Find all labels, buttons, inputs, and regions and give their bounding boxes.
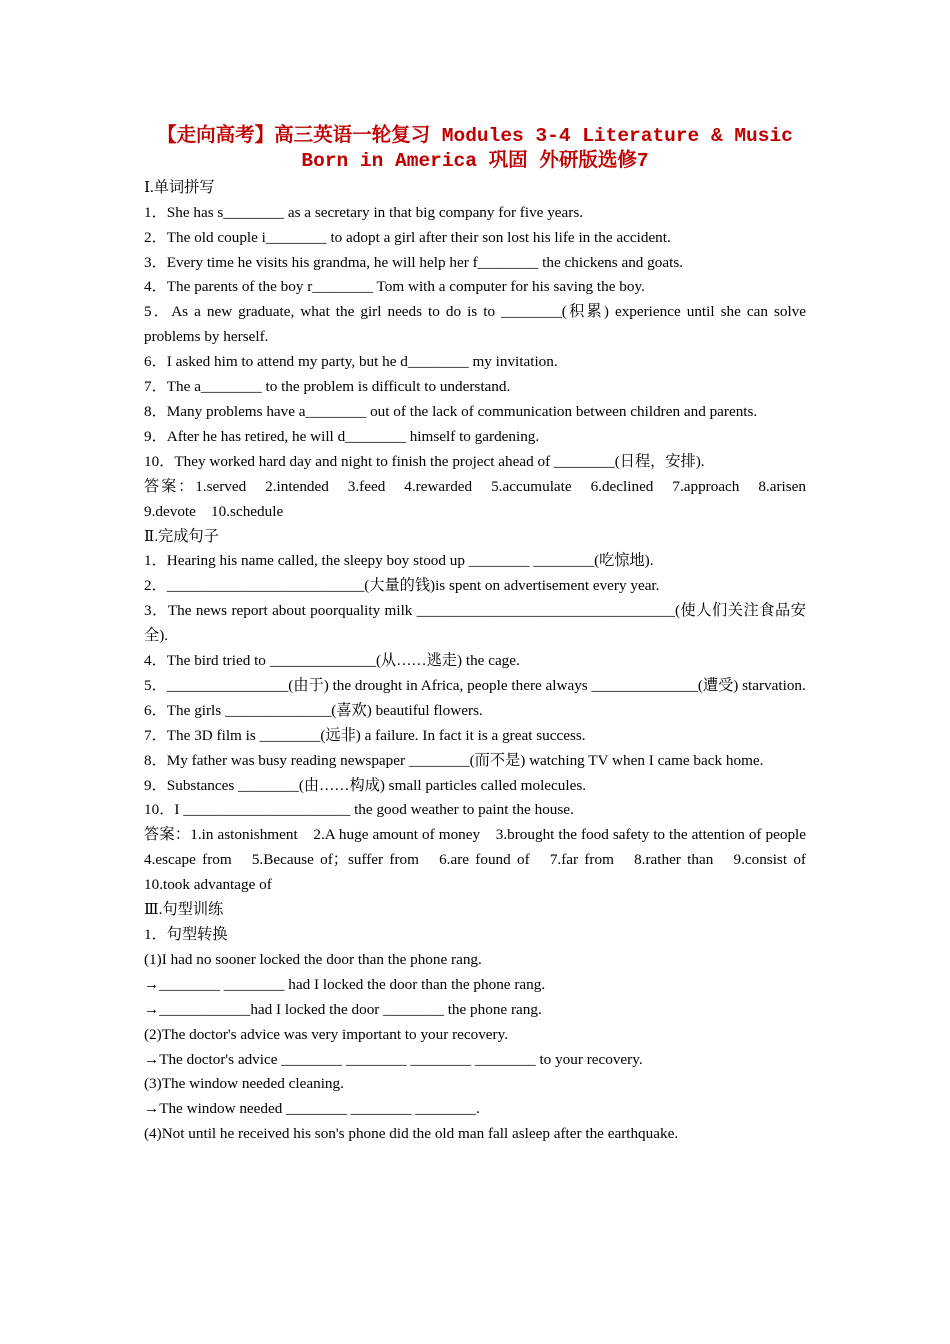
document-title [144,124,806,174]
completion-item: 10．I ______________________ the good weather to paint the house. [144,801,574,819]
transform-line: (1)I had no sooner locked the door than the phone rang. [144,950,482,968]
title-line-1: 【走向高考】高三英语一轮复习 Modules 3-4 Literature & Music [157,125,793,147]
transform-line: →The doctor's advice ________ ________ ________ ________ to your recovery. [144,1050,643,1068]
transform-line: →____________had I locked the door ________ the phone rang. [144,1000,542,1018]
spelling-item: 10．They worked hard day and night to finish the project ahead of ________(日程，安排). [144,452,705,470]
completion-item: 1．Hearing his name called, the sleepy boy stood up ________ ________(吃惊地). [144,552,654,570]
spelling-item: 7．The a________ to the problem is difficult to understand. [144,378,511,396]
transform-line: (4)Not until he received his son's phone did the old man fall asleep after the earthquake. [144,1125,679,1143]
spelling-item: 6．I asked him to attend my party, but he d________ my invitation. [144,353,558,371]
transform-line: →The window needed ________ ________ ________. [144,1100,480,1118]
section-3-heading: Ⅲ.句型训练 [144,901,224,919]
section-2-heading: Ⅱ.完成句子 [144,527,219,545]
spelling-item: 8．Many problems have a________ out of the lack of communication between children and parents. [144,402,758,420]
completion-item: 4．The bird tried to ______________(从……逃走) the cage. [144,652,520,670]
completion-item: 5．________________(由于) the drought in Africa, people there always ______________(遭受) starvation. [144,676,806,694]
transform-line: →________ ________ had I locked the door than the phone rang. [144,975,546,993]
section-1-answer: 答案：1.served 2.intended 3.feed 4.rewarded 5.accumulate 6.declined 7.approach 8.arisen 9.devote 10.schedule [144,477,822,520]
spelling-item: 2．The old couple i________ to adopt a girl after their son lost his life in the accident. [144,228,671,246]
transform-line: (2)The doctor's advice was very important to your recovery. [144,1025,509,1043]
completion-item: 7．The 3D film is ________(远非) a failure. In fact it is a great success. [144,726,586,744]
spelling-item: 9．After he has retired, he will d________ himself to gardening. [144,427,540,445]
section-1-heading: Ⅰ.单词拼写 [144,178,215,196]
completion-item: 3．The news report about poorquality milk __________________________________(使人们关注食品安全). [144,602,806,645]
completion-item: 6．The girls ______________(喜欢) beautiful flowers. [144,701,483,719]
section-3-subheading: 1．句型转换 [144,926,228,943]
title-line-2: Born in America 巩固 外研版选修7 [301,149,649,172]
document-page [144,124,822,1147]
completion-item: 8．My father was busy reading newspaper ________(而不是) watching TV when I came back home. [144,751,764,769]
section-2-answer: 答案：1.in astonishment 2.A huge amount of money 3.brought the food safety to the attention of people 4.escape from 5.Because of；suffer from 6.are found of 7.far from 8.rather than 9.consist of 10.took advantage of [144,826,822,894]
completion-item: 9．Substances ________(由……构成) small particles called molecules. [144,776,587,794]
spelling-item: 5．As a new graduate, what the girl needs to do is to ________(积累) experience until she can solve problems by herself. [144,303,806,346]
spelling-item: 3．Every time he visits his grandma, he will help her f________ the chickens and goats. [144,253,684,271]
spelling-item: 1．She has s________ as a secretary in that big company for five years. [144,203,584,221]
spelling-item: 4．The parents of the boy r________ Tom with a computer for his saving the boy. [144,278,645,296]
completion-item: 2．__________________________(大量的钱)is spent on advertisement every year. [144,577,660,595]
transform-line: (3)The window needed cleaning. [144,1075,344,1093]
